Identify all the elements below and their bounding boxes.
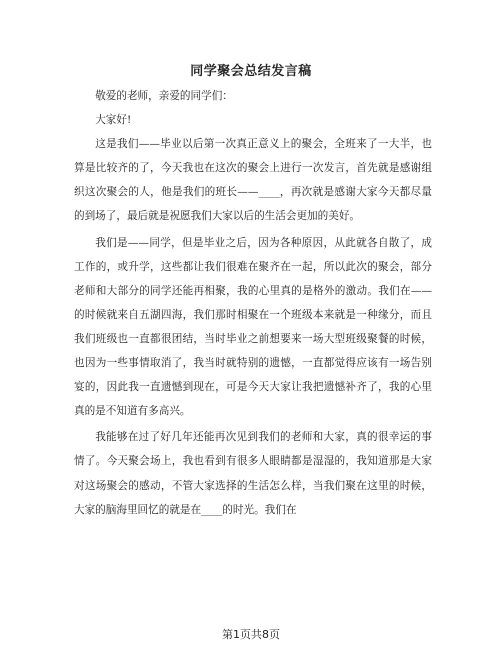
paragraph: 这是我们——毕业以后第一次真正意义上的聚会，全班来了一大半，也算是比较齐的了，今天我也在这次的聚会上进行一次发言，首先就是感谢组织这次聚会的人，他是我们的班长——____，再次就是感谢大家今天都尽量的到场了，最后就是祝愿我们大家以后的生活会更加的美好。 bbox=[74, 138, 432, 223]
greeting-line: 敬爱的老师，亲爱的同学们： bbox=[95, 90, 233, 102]
paragraph: 我们是——同学，但是毕业之后，因为各种原因，从此就各自散了，成工作的，或升学，这些都让我们很难在聚齐在一起，所以此次的聚会，部分老师和大部分的同学还能再相聚，我的心里真的是格外的激动。我们在——的时候就来自五湖四海，我们那时相聚在一个班级本来就是一种缘分，而且我们班级也一直都很团结，当时毕业之前想要来一场大型班级聚餐的时候，也因为一些事情取消了，我当时就特别的遗憾，一直都觉得应该有一场告别宴的，因此我一直遗憾到现在，可是今天大家让我把遗憾补齐了，我的心里真的是不知道有多高兴。 bbox=[74, 236, 432, 418]
hello-line: 大家好! bbox=[95, 114, 132, 127]
document-title: 同学聚会总结发言稿 bbox=[190, 64, 312, 79]
page-number-footer: 第1页共8页 bbox=[222, 628, 280, 641]
paragraph: 我能够在过了好几年还能再次见到我们的老师和大家，真的很幸运的事情了。今天聚会场上，我也看到有很多人眼睛都是湿湿的，我知道那是大家对这场聚会的感动，不管大家选择的生活怎么样，当我们聚在这里的时候，大家的脑海里回忆的就是在____的时光。我们在 bbox=[74, 431, 432, 516]
document-body bbox=[74, 84, 432, 522]
